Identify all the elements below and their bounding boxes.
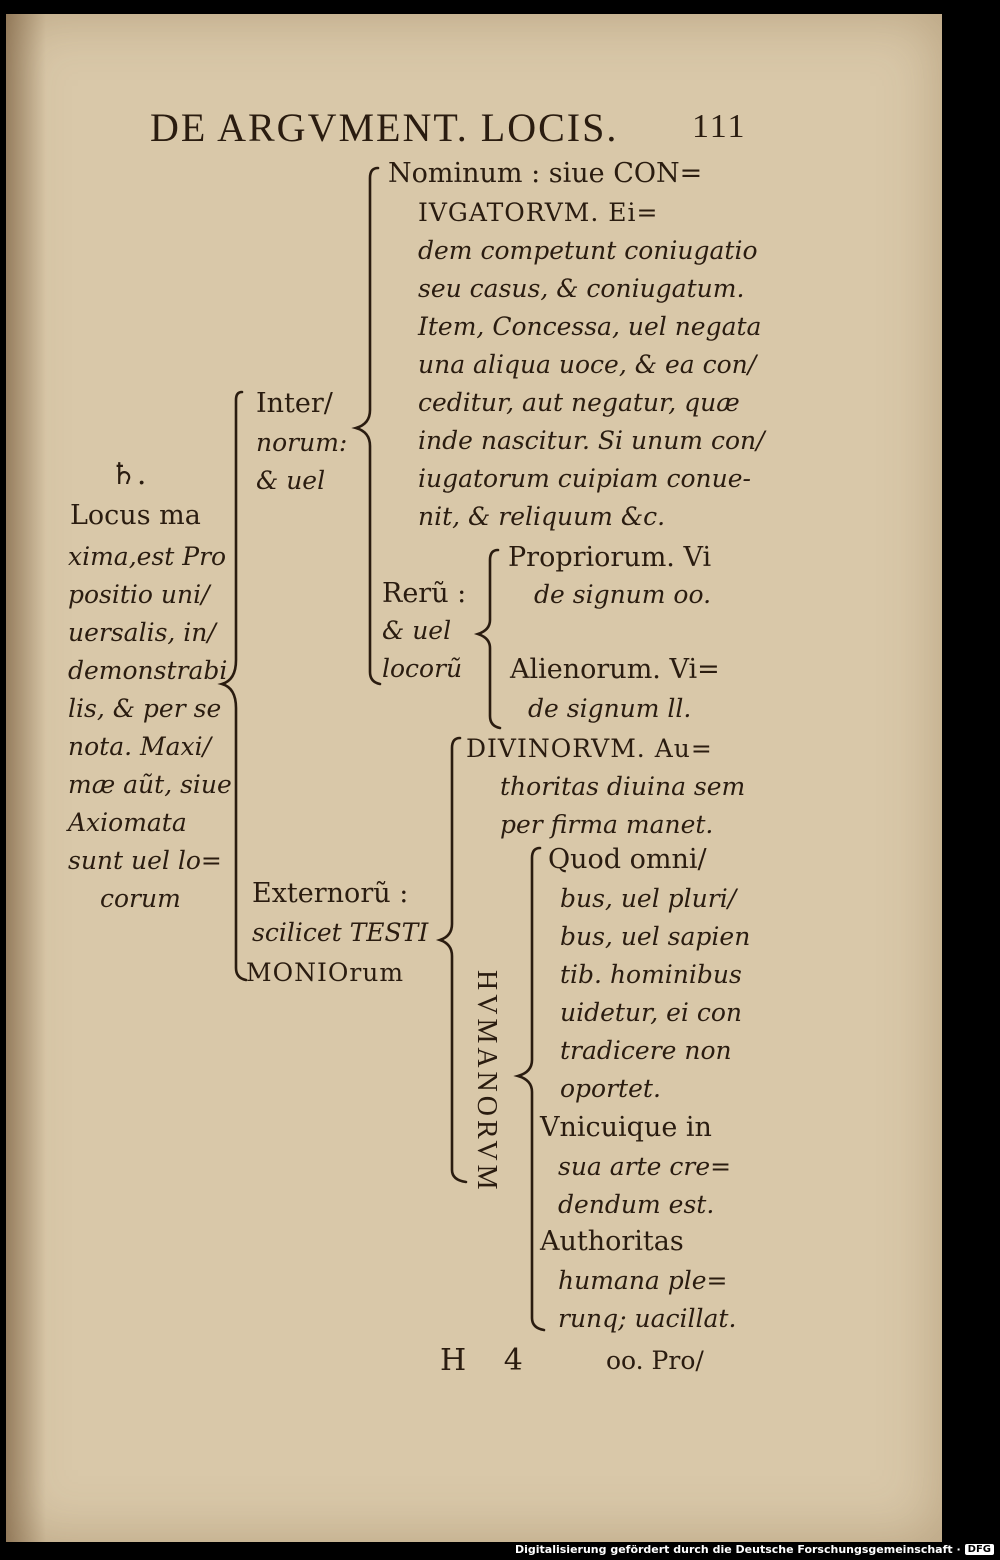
nominum-line-2: IVGATORVM. Ei= — [418, 198, 659, 227]
internorum-line-1: Inter/ — [256, 388, 333, 419]
rerum-line-1: Rerũ : — [382, 578, 467, 609]
humanorum-line-13: runq; uacillat. — [558, 1304, 737, 1333]
nominum-line-5: Item, Concessa, uel negata — [418, 312, 762, 341]
signature-mark: H 4 — [440, 1343, 537, 1378]
humanorum-line-2: bus, uel pluri/ — [560, 884, 737, 913]
externorum-line-3: MONIOrum — [246, 958, 405, 987]
nominum-line-7: ceditur, aut negatur, quæ — [418, 388, 740, 417]
nominum-line-10: nit, & reliquum &c. — [418, 502, 666, 531]
rerum-line-2: & uel — [382, 616, 452, 645]
alienorum-line-1: Alienorum. Vi= — [510, 654, 720, 685]
digitization-footer — [515, 1540, 994, 1558]
dfg-logo: DFG — [965, 1544, 994, 1555]
divinorum-line-2: thoritas diuina sem — [500, 772, 746, 801]
nominum-line-8: inde nascitur. Si unum con/ — [418, 426, 765, 455]
humanorum-line-10: dendum est. — [558, 1190, 715, 1219]
left-line-1: Locus ma — [70, 500, 201, 531]
footer-text: Digitalisierung gefördert durch die Deutsche Forschungsgemeinschaft · — [514, 1542, 961, 1556]
brace-rerum — [478, 550, 500, 728]
humanorum-vertical-label: HVMANORVM — [471, 970, 502, 1194]
running-title: DE ARGVMENT. LOCIS. — [150, 105, 619, 150]
internorum-line-3: & uel — [256, 466, 326, 495]
left-line-7: nota. Maxi/ — [68, 732, 212, 761]
propriorum-line-1: Propriorum. Vi — [508, 542, 712, 573]
left-line-5: demonstrabi — [68, 656, 228, 685]
humanorum-line-9: sua arte cre= — [558, 1152, 732, 1181]
externorum-line-2: scilicet TESTI — [252, 918, 429, 947]
left-line-4: uersalis, in/ — [68, 618, 216, 647]
nominum-line-4: seu casus, & coniugatum. — [418, 274, 745, 303]
left-line-6: lis, & per se — [68, 694, 222, 723]
humanorum-line-5: uidetur, ei con — [560, 998, 743, 1027]
humanorum-line-3: bus, uel sapien — [560, 922, 751, 951]
nominum-line-1: Nominum : siue CON= — [388, 158, 703, 189]
alienorum-line-2: de signum ll. — [528, 694, 692, 723]
left-line-11: corum — [100, 884, 181, 913]
humanorum-line-6: tradicere non — [560, 1036, 732, 1065]
nominum-line-9: iugatorum cuipiam conue- — [418, 464, 751, 493]
left-line-2: xima,est Pro — [68, 542, 227, 571]
humanorum-line-1: Quod omni/ — [548, 844, 707, 875]
nominum-line-6: una aliqua uoce, & ea con/ — [418, 350, 757, 379]
left-line-8: mæ aũt, siue — [68, 770, 232, 799]
externorum-line-1: Externorũ : — [252, 878, 409, 909]
humanorum-line-11: Authoritas — [540, 1226, 684, 1257]
humanorum-line-12: humana ple= — [558, 1266, 728, 1295]
left-line-9: Axiomata — [68, 808, 187, 837]
saturn-symbol: ♄. — [110, 457, 147, 492]
nominum-line-3: dem competunt coniugatio — [418, 236, 758, 265]
left-line-3: positio uni/ — [68, 580, 210, 609]
page-number: 111 — [692, 108, 747, 145]
catchword: oo. Pro/ — [606, 1346, 704, 1375]
divinorum-line-3: per firma manet. — [500, 810, 714, 839]
internorum-line-2: norum: — [256, 428, 348, 457]
brace-internorum — [356, 168, 380, 684]
brace-loci — [222, 392, 246, 980]
brace-externorum — [440, 738, 466, 1182]
rerum-line-3: locorũ — [382, 654, 463, 683]
divinorum-line-1: DIVINORVM. Au= — [466, 734, 713, 763]
brace-humanorum — [518, 848, 544, 1330]
humanorum-line-7: oportet. — [560, 1074, 661, 1103]
left-line-10: sunt uel lo= — [68, 846, 222, 875]
humanorum-line-8: Vnicuique in — [540, 1112, 712, 1143]
propriorum-line-2: de signum oo. — [534, 580, 712, 609]
humanorum-line-4: tib. hominibus — [560, 960, 742, 989]
